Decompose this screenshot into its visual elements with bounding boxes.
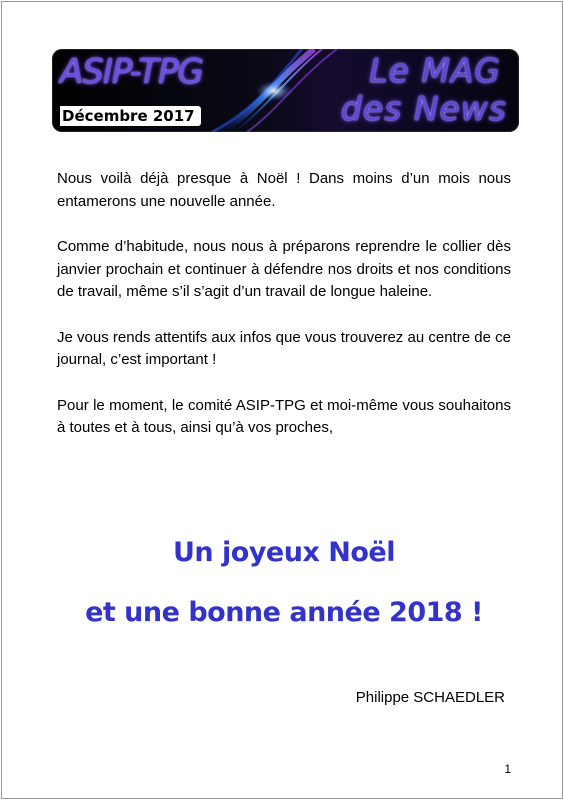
page-number: 1: [504, 762, 511, 776]
paragraph: Pour le moment, le comité ASIP-TPG et moi-même vous souhaitons à toutes et à tous, ainsi qu’à vos proches,: [57, 396, 511, 436]
editorial-body: [57, 168, 511, 463]
document-page: [1, 1, 563, 799]
christmas-greeting: Un joyeux Noël: [172, 537, 395, 568]
author-signature: Philippe SCHAEDLER: [355, 689, 505, 706]
magazine-title-line2: des News: [340, 89, 507, 128]
paragraph: Comme d’habitude, nous nous à préparons reprendre le collier dès janvier prochain et continuer à défendre nos droits et nos conditions de travail, même s’il s’agit d’un travail de longue haleine.: [57, 238, 511, 300]
brand-logo-text: ASIP-TPG: [60, 52, 203, 92]
paragraph: Nous voilà déjà presque à Noël ! Dans moins d’un mois nous entamerons une nouvelle année.: [57, 170, 511, 210]
magazine-title-line1: Le MAG: [369, 51, 501, 90]
paragraph: Je vous rends attentifs aux infos que vous trouverez au centre de ce journal, c’est important !: [57, 328, 511, 368]
issue-date: Décembre 2017: [60, 106, 201, 126]
new-year-greeting: et une bonne année 2018 !: [85, 597, 483, 628]
masthead-banner: [52, 49, 519, 132]
